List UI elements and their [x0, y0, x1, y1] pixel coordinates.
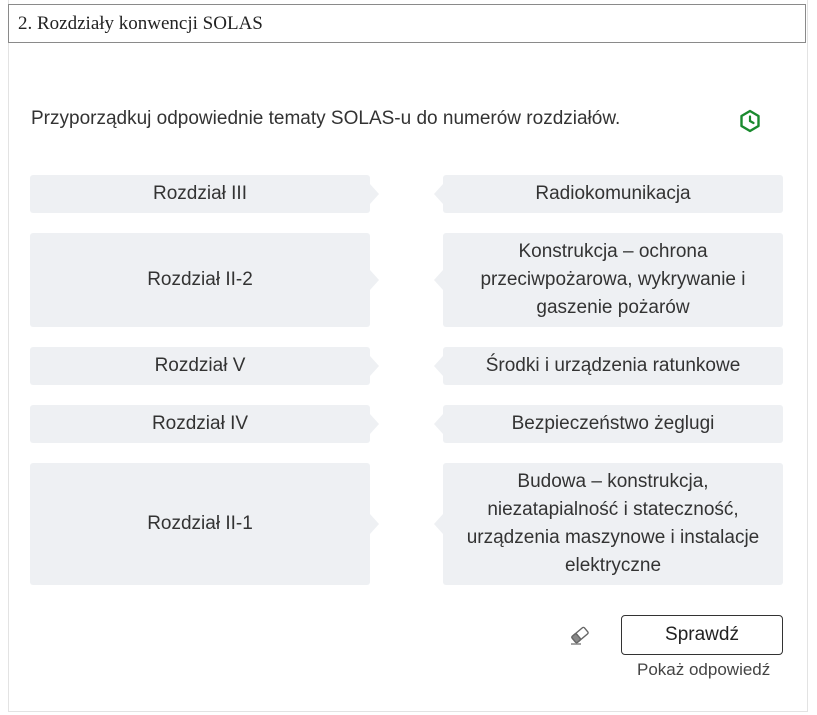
- topic-label: Bezpieczeństwo żeglugi: [511, 413, 715, 434]
- chapter-label: Rozdział III: [153, 183, 247, 204]
- topic-item[interactable]: [443, 347, 783, 385]
- hexagon-icon: [738, 109, 762, 133]
- topic-item[interactable]: [443, 175, 783, 213]
- topic-item[interactable]: [443, 233, 783, 327]
- chapter-label: Rozdział IV: [151, 413, 249, 434]
- chapter-label: Rozdział II-1: [147, 513, 253, 534]
- topic-label: Budowa – konstrukcja, niezatapialność i stateczność, urządzenia maszynowe i instalacje elektryczne: [466, 471, 760, 576]
- check-button[interactable]: Sprawdź: [621, 615, 783, 655]
- topic-label: Środki i urządzenia ratunkowe: [485, 355, 741, 376]
- chapter-item[interactable]: [30, 175, 370, 213]
- topic-item[interactable]: [443, 405, 783, 443]
- topic-item[interactable]: [443, 463, 783, 585]
- chapter-label: Rozdział V: [154, 355, 246, 376]
- chapter-item[interactable]: [30, 405, 370, 443]
- exercise-title: 2. Rozdziały konwencji SOLAS: [8, 4, 806, 43]
- chapter-label: Rozdział II-2: [147, 269, 253, 290]
- chapter-item[interactable]: [30, 233, 370, 327]
- task-instruction: Przyporządkuj odpowiednie tematy SOLAS-u do numerów rozdziałów.: [31, 108, 621, 129]
- topic-label: Konstrukcja – ochrona przeciwpożarowa, wykrywanie i gaszenie pożarów: [480, 241, 746, 318]
- eraser-icon[interactable]: [568, 624, 592, 646]
- chapter-item[interactable]: [30, 463, 370, 585]
- show-answer-link[interactable]: Pokaż odpowiedź: [637, 660, 771, 679]
- topic-label: Radiokomunikacja: [535, 183, 691, 204]
- chapter-item[interactable]: [30, 347, 370, 385]
